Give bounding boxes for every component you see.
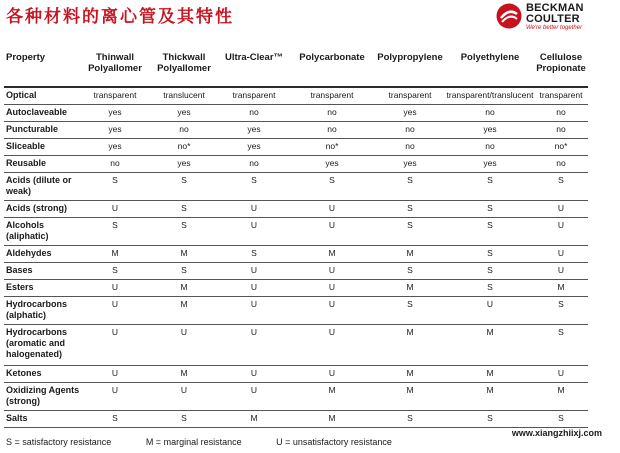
table-cell: S: [534, 325, 588, 366]
column-header: Polycarbonate: [290, 48, 374, 87]
table-row: [4, 263, 588, 280]
table-cell: M: [218, 411, 290, 428]
table-cell: no: [534, 156, 588, 173]
table-cell: U: [218, 218, 290, 246]
table-row: [4, 297, 588, 325]
table-cell: S: [446, 201, 534, 218]
table-cell: M: [150, 297, 218, 325]
row-property-label: Hydrocarbons (alphatic): [4, 297, 80, 325]
table-cell: transparent/translucent: [446, 87, 534, 105]
table-cell: U: [534, 218, 588, 246]
table-cell: U: [218, 325, 290, 366]
table-cell: S: [80, 411, 150, 428]
table-cell: U: [80, 325, 150, 366]
table-row: [4, 218, 588, 246]
table-cell: S: [446, 173, 534, 201]
table-cell: S: [150, 201, 218, 218]
table-cell: S: [150, 411, 218, 428]
beckman-coulter-logo: [496, 2, 606, 36]
column-header: Thinwall Polyallomer: [80, 48, 150, 87]
table-cell: S: [218, 246, 290, 263]
table-cell: M: [374, 325, 446, 366]
table-cell: S: [80, 173, 150, 201]
table-cell: M: [290, 383, 374, 411]
table-cell: no: [446, 139, 534, 156]
brand-line-2: COULTER: [526, 13, 580, 25]
table-cell: S: [534, 297, 588, 325]
table-cell: no: [150, 122, 218, 139]
table-cell: yes: [218, 139, 290, 156]
table-cell: S: [150, 263, 218, 280]
table-cell: U: [218, 297, 290, 325]
table-row: [4, 105, 588, 122]
table-cell: U: [80, 280, 150, 297]
table-cell: yes: [218, 122, 290, 139]
table-cell: S: [446, 280, 534, 297]
table-cell: yes: [150, 156, 218, 173]
page-title: 各种材料的离心管及其特性: [6, 7, 234, 27]
table-cell: U: [446, 297, 534, 325]
table-cell: U: [150, 383, 218, 411]
table-cell: yes: [290, 156, 374, 173]
table-cell: yes: [446, 122, 534, 139]
table-cell: U: [80, 383, 150, 411]
table-cell: S: [534, 411, 588, 428]
table-cell: S: [374, 173, 446, 201]
table-cell: no*: [534, 139, 588, 156]
row-property-label: Reusable: [4, 156, 80, 173]
table-cell: S: [374, 201, 446, 218]
table-cell: no: [290, 105, 374, 122]
table-row: [4, 411, 588, 428]
table-cell: S: [150, 173, 218, 201]
table-cell: yes: [80, 122, 150, 139]
watermark: www.xiangzhiixj.com: [511, 428, 602, 438]
table-cell: S: [446, 218, 534, 246]
table-cell: S: [534, 173, 588, 201]
brand-line-1: BECKMAN: [526, 2, 584, 14]
table-cell: S: [446, 263, 534, 280]
table-body: [4, 87, 588, 428]
table-cell: U: [534, 246, 588, 263]
row-property-label: Sliceable: [4, 139, 80, 156]
table-cell: M: [374, 246, 446, 263]
table-cell: U: [290, 325, 374, 366]
table-row: [4, 173, 588, 201]
table-cell: U: [290, 297, 374, 325]
table-cell: transparent: [290, 87, 374, 105]
row-property-label: Hydrocarbons (aromatic and halogenated): [4, 325, 80, 366]
table-cell: no: [534, 105, 588, 122]
table-cell: M: [150, 366, 218, 383]
legend-item: M = marginal resistance: [145, 437, 242, 447]
table-cell: U: [150, 325, 218, 366]
table-cell: U: [534, 366, 588, 383]
table-cell: no: [218, 156, 290, 173]
logo-mark-icon: [496, 3, 522, 29]
table-cell: M: [446, 366, 534, 383]
table-row: [4, 280, 588, 297]
table-cell: M: [150, 246, 218, 263]
table-cell: U: [290, 263, 374, 280]
table-cell: no: [80, 156, 150, 173]
column-header: Property: [4, 48, 80, 87]
column-header: Polypropylene: [374, 48, 446, 87]
table-cell: U: [218, 263, 290, 280]
table-cell: yes: [374, 156, 446, 173]
table-cell: transparent: [80, 87, 150, 105]
table-row: [4, 246, 588, 263]
table-cell: M: [534, 383, 588, 411]
table-cell: translucent: [150, 87, 218, 105]
table-cell: M: [374, 280, 446, 297]
table-cell: U: [80, 201, 150, 218]
table-cell: M: [446, 325, 534, 366]
table-cell: S: [446, 411, 534, 428]
brand-tagline: We're better together: [526, 25, 583, 31]
row-property-label: Acids (strong): [4, 201, 80, 218]
table-header-row: [4, 48, 588, 87]
table-cell: yes: [150, 105, 218, 122]
row-property-label: Puncturable: [4, 122, 80, 139]
table-cell: no: [374, 139, 446, 156]
table-cell: transparent: [534, 87, 588, 105]
table-cell: no: [446, 105, 534, 122]
table-cell: M: [290, 411, 374, 428]
table-cell: S: [150, 218, 218, 246]
table-cell: no*: [150, 139, 218, 156]
row-property-label: Salts: [4, 411, 80, 428]
material-properties-table: [4, 48, 588, 428]
table-cell: M: [534, 280, 588, 297]
table-cell: U: [218, 280, 290, 297]
table-cell: U: [534, 201, 588, 218]
table-cell: no: [290, 122, 374, 139]
column-header: Ultra-Clear™: [218, 48, 290, 87]
table-cell: no: [534, 122, 588, 139]
legend: [6, 437, 424, 447]
table-cell: M: [446, 383, 534, 411]
table-row: [4, 325, 588, 366]
column-header: Cellulose Propionate: [534, 48, 588, 87]
table-row: [4, 87, 588, 105]
table-cell: U: [290, 280, 374, 297]
table-cell: S: [374, 218, 446, 246]
legend-item: U = unsatisfactory resistance: [276, 437, 392, 447]
row-property-label: Bases: [4, 263, 80, 280]
table-row: [4, 366, 588, 383]
table-cell: no: [374, 122, 446, 139]
table-row: [4, 156, 588, 173]
table-cell: S: [290, 173, 374, 201]
table-cell: no: [218, 105, 290, 122]
table-cell: S: [374, 411, 446, 428]
table-cell: transparent: [218, 87, 290, 105]
row-property-label: Esters: [4, 280, 80, 297]
column-header: Polyethylene: [446, 48, 534, 87]
table-row: [4, 201, 588, 218]
table-row: [4, 383, 588, 411]
table-cell: U: [80, 366, 150, 383]
table-cell: S: [446, 246, 534, 263]
table-cell: U: [80, 297, 150, 325]
table-cell: U: [534, 263, 588, 280]
table-cell: yes: [80, 139, 150, 156]
table-cell: M: [80, 246, 150, 263]
table-cell: S: [218, 173, 290, 201]
table-cell: U: [218, 383, 290, 411]
row-property-label: Ketones: [4, 366, 80, 383]
table-cell: transparent: [374, 87, 446, 105]
table-cell: U: [218, 366, 290, 383]
row-property-label: Aldehydes: [4, 246, 80, 263]
row-property-label: Oxidizing Agents (strong): [4, 383, 80, 411]
row-property-label: Optical: [4, 87, 80, 105]
table-cell: U: [290, 201, 374, 218]
table-row: [4, 122, 588, 139]
legend-item: S = satisfactory resistance: [6, 437, 112, 447]
table-cell: yes: [374, 105, 446, 122]
row-property-label: Alcohols (aliphatic): [4, 218, 80, 246]
column-header: Thickwall Polyallomer: [150, 48, 218, 87]
row-property-label: Autoclaveable: [4, 105, 80, 122]
table-cell: M: [290, 246, 374, 263]
table-cell: S: [80, 263, 150, 280]
table-cell: U: [218, 201, 290, 218]
table-cell: M: [374, 366, 446, 383]
table-cell: S: [374, 263, 446, 280]
table-cell: U: [290, 218, 374, 246]
table-cell: no*: [290, 139, 374, 156]
table-cell: yes: [80, 105, 150, 122]
table-cell: S: [374, 297, 446, 325]
table-cell: yes: [446, 156, 534, 173]
row-property-label: Acids (dilute or weak): [4, 173, 80, 201]
table-cell: M: [374, 383, 446, 411]
table-row: [4, 139, 588, 156]
table-cell: S: [80, 218, 150, 246]
table-cell: U: [290, 366, 374, 383]
table-cell: M: [150, 280, 218, 297]
